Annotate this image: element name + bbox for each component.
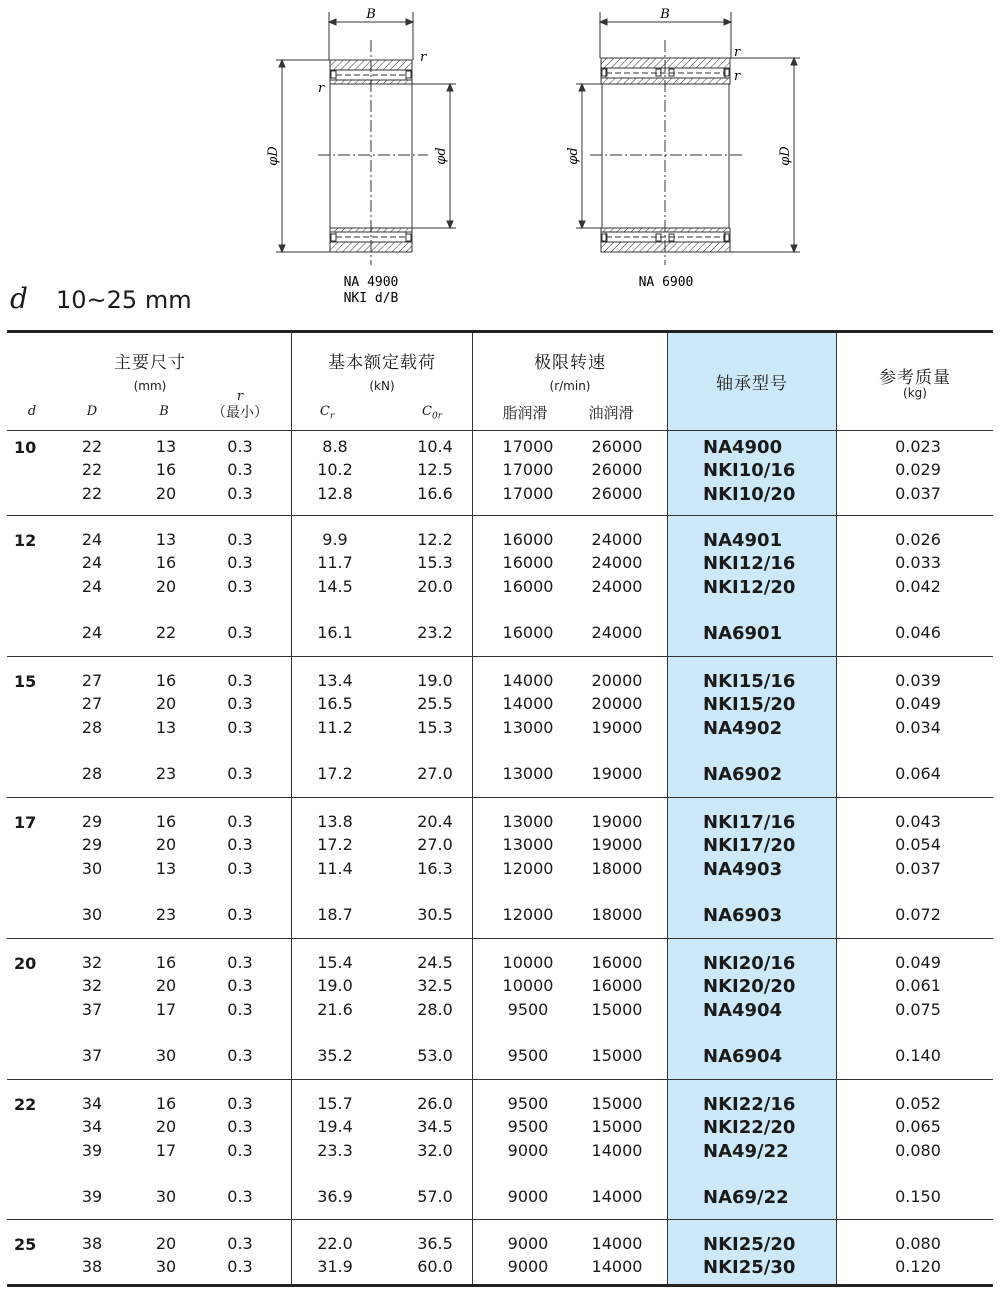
cell-B: 20 [155, 1117, 177, 1137]
cell-mass: 0.042 [895, 576, 941, 596]
cell-c0r: 15.3 [417, 717, 453, 737]
cell-cr: 12.8 [317, 483, 353, 503]
left-dim-d: φd [434, 147, 449, 165]
cell-cr: 19.0 [317, 976, 353, 996]
drawing-na6900 [576, 12, 800, 265]
cell-cr: 8.8 [322, 437, 348, 456]
cell-B: 13 [155, 437, 177, 456]
cell-grease: 9000 [507, 1234, 549, 1253]
cell-B: 30 [155, 1187, 177, 1207]
cell-B: 20 [155, 694, 177, 714]
left-dim-r-side: r [318, 81, 325, 96]
cell-cr: 23.3 [317, 1140, 353, 1160]
cell-cr: 11.4 [317, 858, 353, 878]
cell-B: 13 [155, 858, 177, 878]
cell-r: 0.3 [227, 1234, 253, 1253]
table-top-rule [7, 330, 993, 333]
cell-oil: 19000 [591, 764, 643, 784]
column-divider [836, 333, 837, 1284]
cell-D: 22 [81, 460, 103, 480]
cell-grease: 9500 [507, 1117, 549, 1137]
cell-cr: 22.0 [317, 1234, 353, 1253]
cell-cr: 11.7 [317, 553, 353, 573]
cell-c0r: 24.5 [417, 953, 453, 972]
cell-mass: 0.140 [895, 1046, 941, 1066]
right-dim-r-side: r [734, 69, 741, 84]
cell-oil: 19000 [591, 835, 643, 855]
cell-grease: 17000 [502, 437, 554, 456]
cell-B: 23 [155, 764, 177, 784]
cell-B: 22 [155, 623, 177, 643]
cell-oil: 14000 [591, 1257, 643, 1277]
cell-c0r: 16.3 [417, 858, 453, 878]
cell-mass: 0.064 [895, 764, 941, 784]
right-dim-b: B [660, 7, 670, 22]
cell-B: 16 [155, 1094, 177, 1113]
cell-r: 0.3 [227, 694, 253, 714]
cell-grease: 9500 [507, 1094, 549, 1113]
cell-r: 0.3 [227, 905, 253, 925]
section-range: 10~25 mm [56, 286, 192, 314]
column-divider [667, 333, 668, 1284]
cell-model: NA6903 [703, 905, 783, 927]
cell-grease: 10000 [502, 976, 554, 996]
header-col-r-note: （最小） [212, 405, 268, 421]
right-dim-d: φd [566, 147, 581, 165]
cell-grease: 14000 [502, 671, 554, 690]
cell-model: NKI12/20 [703, 576, 796, 598]
cell-grease: 13000 [502, 835, 554, 855]
section-symbol: d [10, 282, 28, 315]
cell-D: 22 [81, 483, 103, 503]
header-divider [7, 430, 993, 431]
cell-D: 28 [81, 717, 103, 737]
cell-oil: 26000 [591, 460, 643, 480]
cell-c0r: 23.2 [417, 623, 453, 643]
cell-cr: 16.1 [317, 623, 353, 643]
cell-model: NKI10/20 [703, 483, 796, 505]
cell-oil: 18000 [591, 905, 643, 925]
cell-grease: 13000 [502, 717, 554, 737]
cell-B: 16 [155, 671, 177, 690]
cell-grease: 9500 [507, 1046, 549, 1066]
cell-model: NKI20/16 [703, 953, 796, 974]
cell-model: NKI15/16 [703, 671, 796, 692]
cell-mass: 0.061 [895, 976, 941, 996]
cell-B: 16 [155, 553, 177, 573]
header-col-cr: $C_r$ [319, 404, 335, 422]
header-col-grease: 脂润滑 [502, 404, 548, 422]
cell-mass: 0.033 [895, 553, 941, 573]
group-divider [7, 656, 993, 657]
cell-mass: 0.037 [895, 483, 941, 503]
cell-oil: 15000 [591, 1046, 643, 1066]
left-dim-D: φD [266, 146, 281, 166]
cell-r: 0.3 [227, 460, 253, 480]
right-caption-1: NA 6900 [638, 275, 694, 290]
cell-c0r: 12.5 [417, 460, 453, 480]
cell-r: 0.3 [227, 764, 253, 784]
cell-cr: 15.7 [317, 1094, 353, 1113]
header-col-B: B [159, 404, 169, 419]
cell-r: 0.3 [227, 553, 253, 573]
cell-model: NKI12/16 [703, 553, 796, 575]
cell-mass: 0.072 [895, 905, 941, 925]
cell-cr: 31.9 [317, 1257, 353, 1277]
cell-oil: 24000 [591, 576, 643, 596]
cell-mass: 0.054 [895, 835, 941, 855]
cell-oil: 24000 [591, 553, 643, 573]
cell-B: 23 [155, 905, 177, 925]
cell-D: 37 [81, 1046, 103, 1066]
cell-c0r: 20.0 [417, 576, 453, 596]
header-load: 基本额定载荷 [328, 353, 436, 373]
cell-r: 0.3 [227, 717, 253, 737]
cell-model: NA49/22 [703, 1140, 789, 1162]
left-caption-2: NKI d/B [343, 291, 399, 306]
cell-mass: 0.080 [895, 1140, 941, 1160]
group-d-value: 12 [14, 531, 37, 550]
cell-grease: 13000 [502, 764, 554, 784]
header-col-D: D [86, 404, 98, 419]
cell-mass: 0.043 [895, 812, 941, 831]
cell-c0r: 20.4 [417, 812, 453, 831]
cell-B: 13 [155, 717, 177, 737]
cell-oil: 18000 [591, 858, 643, 878]
cell-oil: 15000 [591, 1094, 643, 1113]
left-dim-b: B [366, 7, 376, 22]
cell-c0r: 34.5 [417, 1117, 453, 1137]
cell-model: NA4902 [703, 717, 783, 739]
cell-model: NA4904 [703, 999, 783, 1021]
cell-mass: 0.075 [895, 999, 941, 1019]
header-col-c0r: $C_{0r}$ [422, 404, 442, 422]
group-d-value: 10 [14, 438, 37, 457]
cell-model: NKI15/20 [703, 694, 796, 716]
cell-mass: 0.037 [895, 858, 941, 878]
cell-D: 24 [81, 530, 103, 549]
cell-r: 0.3 [227, 623, 253, 643]
cell-grease: 16000 [502, 553, 554, 573]
cell-grease: 9000 [507, 1257, 549, 1277]
cell-grease: 12000 [502, 905, 554, 925]
cell-cr: 9.9 [322, 530, 348, 549]
cell-D: 30 [81, 905, 103, 925]
cell-c0r: 32.5 [417, 976, 453, 996]
cell-cr: 19.4 [317, 1117, 353, 1137]
cell-c0r: 16.6 [417, 483, 453, 503]
cell-D: 32 [81, 976, 103, 996]
cell-r: 0.3 [227, 437, 253, 456]
cell-mass: 0.065 [895, 1117, 941, 1137]
cell-mass: 0.039 [895, 671, 941, 690]
header-mass: 参考质量 [879, 368, 951, 388]
cell-B: 30 [155, 1257, 177, 1277]
cell-r: 0.3 [227, 1094, 253, 1113]
cell-D: 38 [81, 1257, 103, 1277]
cell-B: 20 [155, 1234, 177, 1253]
cell-D: 27 [81, 694, 103, 714]
group-d-value: 25 [14, 1235, 37, 1254]
cell-oil: 20000 [591, 671, 643, 690]
cell-cr: 36.9 [317, 1187, 353, 1207]
cell-B: 20 [155, 483, 177, 503]
cell-mass: 0.049 [895, 694, 941, 714]
cell-model: NKI10/16 [703, 460, 796, 482]
group-divider [7, 1079, 993, 1080]
cell-mass: 0.029 [895, 460, 941, 480]
cell-c0r: 26.0 [417, 1094, 453, 1113]
cell-B: 17 [155, 1140, 177, 1160]
cell-r: 0.3 [227, 483, 253, 503]
cell-model: NKI17/20 [703, 835, 796, 857]
cell-cr: 17.2 [317, 835, 353, 855]
cell-grease: 9500 [507, 999, 549, 1019]
cell-D: 29 [81, 812, 103, 831]
cell-B: 16 [155, 812, 177, 831]
cell-oil: 15000 [591, 1117, 643, 1137]
header-col-d: d [27, 404, 37, 419]
cell-oil: 24000 [591, 530, 643, 549]
cell-model: NA69/22 [703, 1187, 789, 1209]
cell-model: NKI25/30 [703, 1257, 796, 1279]
group-d-value: 20 [14, 954, 37, 973]
cell-D: 38 [81, 1234, 103, 1253]
cell-B: 30 [155, 1046, 177, 1066]
cell-D: 24 [81, 553, 103, 573]
cell-D: 27 [81, 671, 103, 690]
cell-B: 16 [155, 953, 177, 972]
cell-c0r: 60.0 [417, 1257, 453, 1277]
cell-c0r: 32.0 [417, 1140, 453, 1160]
cell-D: 34 [81, 1094, 103, 1113]
cell-oil: 15000 [591, 999, 643, 1019]
cell-r: 0.3 [227, 999, 253, 1019]
cell-B: 13 [155, 530, 177, 549]
cell-r: 0.3 [227, 858, 253, 878]
header-mass-unit: (kg) [903, 386, 927, 400]
cell-D: 22 [81, 437, 103, 456]
cell-mass: 0.150 [895, 1187, 941, 1207]
cell-r: 0.3 [227, 530, 253, 549]
cell-mass: 0.023 [895, 437, 941, 456]
cell-D: 34 [81, 1117, 103, 1137]
cell-c0r: 53.0 [417, 1046, 453, 1066]
column-divider [472, 333, 473, 1284]
cell-D: 32 [81, 953, 103, 972]
cell-grease: 17000 [502, 483, 554, 503]
cell-grease: 16000 [502, 530, 554, 549]
cell-D: 39 [81, 1187, 103, 1207]
cell-oil: 16000 [591, 953, 643, 972]
cell-grease: 16000 [502, 576, 554, 596]
cell-model: NA6901 [703, 623, 783, 645]
cell-D: 37 [81, 999, 103, 1019]
cell-B: 20 [155, 576, 177, 596]
cell-model: NA4903 [703, 858, 783, 880]
table-bottom-rule [7, 1284, 993, 1287]
cell-r: 0.3 [227, 1187, 253, 1207]
cell-grease: 10000 [502, 953, 554, 972]
group-divider [7, 797, 993, 798]
cell-B: 16 [155, 460, 177, 480]
cell-r: 0.3 [227, 576, 253, 596]
right-dim-r-top: r [734, 45, 741, 60]
cell-model: NKI22/16 [703, 1094, 796, 1115]
cell-oil: 26000 [591, 483, 643, 503]
cell-model: NKI17/16 [703, 812, 796, 833]
cell-D: 29 [81, 835, 103, 855]
cell-c0r: 28.0 [417, 999, 453, 1019]
cell-cr: 11.2 [317, 717, 353, 737]
cell-grease: 17000 [502, 460, 554, 480]
header-main-dims-unit: (mm) [133, 379, 167, 393]
cell-c0r: 27.0 [417, 764, 453, 784]
cell-c0r: 15.3 [417, 553, 453, 573]
cell-oil: 24000 [591, 623, 643, 643]
cell-model: NKI22/20 [703, 1117, 796, 1139]
cell-grease: 12000 [502, 858, 554, 878]
cell-oil: 14000 [591, 1140, 643, 1160]
cell-mass: 0.046 [895, 623, 941, 643]
cell-oil: 16000 [591, 976, 643, 996]
cell-c0r: 19.0 [417, 671, 453, 690]
cell-c0r: 25.5 [417, 694, 453, 714]
cell-B: 20 [155, 976, 177, 996]
header-load-unit: (kN) [369, 379, 395, 393]
cell-model: NKI25/20 [703, 1234, 796, 1255]
bearing-drawings [0, 0, 1000, 330]
cell-D: 28 [81, 764, 103, 784]
cell-cr: 14.5 [317, 576, 353, 596]
cell-cr: 17.2 [317, 764, 353, 784]
cell-cr: 16.5 [317, 694, 353, 714]
cell-c0r: 57.0 [417, 1187, 453, 1207]
cell-oil: 14000 [591, 1187, 643, 1207]
header-main-dims: 主要尺寸 [114, 353, 186, 373]
cell-model: NA6902 [703, 764, 783, 786]
cell-mass: 0.026 [895, 530, 941, 549]
group-divider [7, 515, 993, 516]
cell-r: 0.3 [227, 835, 253, 855]
cell-cr: 10.2 [317, 460, 353, 480]
cell-oil: 20000 [591, 694, 643, 714]
group-divider [7, 1219, 993, 1220]
group-d-value: 15 [14, 672, 37, 691]
cell-c0r: 12.2 [417, 530, 453, 549]
cell-oil: 19000 [591, 717, 643, 737]
cell-cr: 18.7 [317, 905, 353, 925]
cell-cr: 13.4 [317, 671, 353, 690]
group-d-value: 17 [14, 813, 37, 832]
group-divider [7, 938, 993, 939]
cell-r: 0.3 [227, 671, 253, 690]
cell-r: 0.3 [227, 1140, 253, 1160]
left-dim-r-top: r [420, 50, 427, 65]
cell-c0r: 10.4 [417, 437, 453, 456]
right-dim-D: φD [778, 146, 793, 166]
cell-grease: 16000 [502, 623, 554, 643]
header-speed: 极限转速 [534, 353, 606, 373]
cell-mass: 0.049 [895, 953, 941, 972]
header-speed-unit: (r/min) [549, 379, 591, 393]
cell-cr: 15.4 [317, 953, 353, 972]
cell-grease: 13000 [502, 812, 554, 831]
cell-oil: 19000 [591, 812, 643, 831]
cell-c0r: 30.5 [417, 905, 453, 925]
cell-D: 30 [81, 858, 103, 878]
cell-B: 20 [155, 835, 177, 855]
cell-mass: 0.052 [895, 1094, 941, 1113]
cell-D: 24 [81, 623, 103, 643]
cell-D: 24 [81, 576, 103, 596]
header-col-r: r [236, 389, 244, 404]
cell-c0r: 36.5 [417, 1234, 453, 1253]
cell-r: 0.3 [227, 953, 253, 972]
cell-D: 39 [81, 1140, 103, 1160]
cell-r: 0.3 [227, 1117, 253, 1137]
cell-cr: 35.2 [317, 1046, 353, 1066]
cell-cr: 21.6 [317, 999, 353, 1019]
cell-cr: 13.8 [317, 812, 353, 831]
cell-r: 0.3 [227, 1046, 253, 1066]
cell-c0r: 27.0 [417, 835, 453, 855]
cell-oil: 26000 [591, 437, 643, 456]
cell-mass: 0.120 [895, 1257, 941, 1277]
column-divider [291, 333, 292, 1284]
cell-mass: 0.034 [895, 717, 941, 737]
cell-r: 0.3 [227, 812, 253, 831]
cell-grease: 9000 [507, 1140, 549, 1160]
group-d-value: 22 [14, 1095, 37, 1114]
cell-model: NA4900 [703, 437, 783, 458]
cell-B: 17 [155, 999, 177, 1019]
cell-r: 0.3 [227, 976, 253, 996]
cell-r: 0.3 [227, 1257, 253, 1277]
cell-grease: 9000 [507, 1187, 549, 1207]
drawing-na4900 [276, 12, 456, 265]
left-caption-1: NA 4900 [343, 275, 399, 290]
cell-model: NA4901 [703, 530, 783, 551]
cell-oil: 14000 [591, 1234, 643, 1253]
header-col-oil: 油润滑 [588, 404, 634, 422]
cell-mass: 0.080 [895, 1234, 941, 1253]
cell-model: NA6904 [703, 1046, 783, 1068]
cell-model: NKI20/20 [703, 976, 796, 998]
cell-grease: 14000 [502, 694, 554, 714]
header-model: 轴承型号 [716, 374, 788, 394]
